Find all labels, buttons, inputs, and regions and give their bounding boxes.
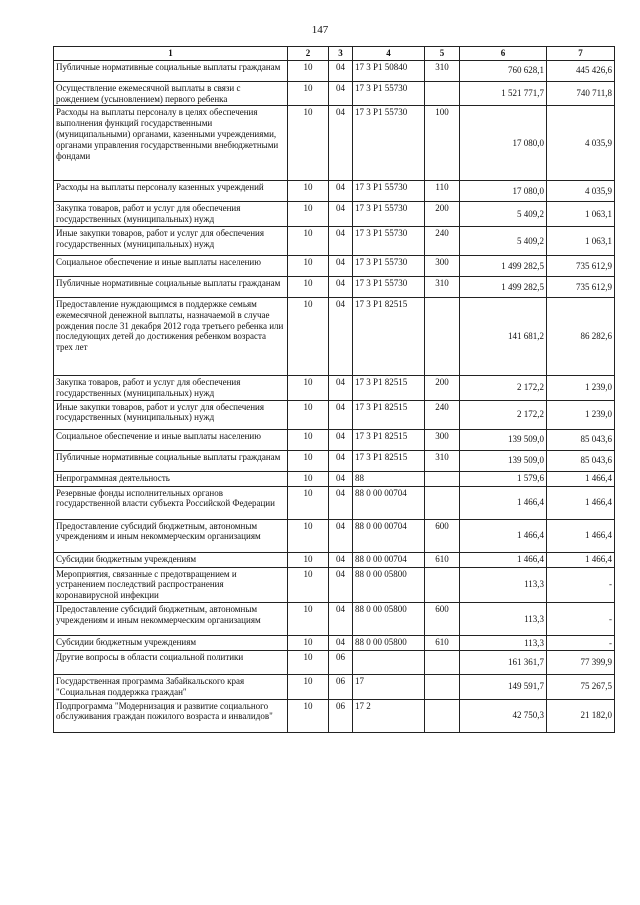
amount-col6-cell: 141 681,2 [460, 297, 547, 375]
column-header: 4 [353, 47, 425, 61]
section-code-cell: 10 [288, 429, 329, 450]
expense-type-cell: 200 [425, 202, 460, 227]
amount-col6-cell: 161 361,7 [460, 650, 547, 674]
amount-col7-cell: - [547, 635, 615, 650]
section-code-cell: 10 [288, 375, 329, 400]
table-row [54, 181, 615, 202]
table-row [54, 450, 615, 471]
expense-type-cell: 110 [425, 181, 460, 202]
amount-col6-cell: 1 466,4 [460, 552, 547, 567]
column-header: 6 [460, 47, 547, 61]
target-article-cell: 17 3 P1 55730 [353, 106, 425, 181]
section-code-cell: 10 [288, 602, 329, 635]
amount-col6-cell: 1 466,4 [460, 486, 547, 519]
column-header: 1 [54, 47, 288, 61]
amount-col6-cell: 5 409,2 [460, 226, 547, 255]
expense-type-cell: 610 [425, 552, 460, 567]
subsection-code-cell: 04 [329, 486, 353, 519]
expense-type-cell: 300 [425, 255, 460, 276]
target-article-cell: 88 0 00 00704 [353, 486, 425, 519]
section-code-cell: 10 [288, 699, 329, 732]
expense-type-cell [425, 471, 460, 486]
expense-type-cell [425, 486, 460, 519]
subsection-code-cell: 04 [329, 635, 353, 650]
target-article-cell: 88 0 00 05800 [353, 635, 425, 650]
amount-col6-cell: 1 579,6 [460, 471, 547, 486]
section-code-cell: 10 [288, 650, 329, 674]
target-article-cell: 88 [353, 471, 425, 486]
amount-col6-cell: 113,3 [460, 635, 547, 650]
expense-type-cell: 240 [425, 226, 460, 255]
section-code-cell: 10 [288, 471, 329, 486]
subsection-code-cell: 04 [329, 60, 353, 81]
amount-col7-cell: 735 612,9 [547, 276, 615, 297]
amount-col7-cell: 4 035,9 [547, 181, 615, 202]
expense-type-cell: 100 [425, 106, 460, 181]
subsection-code-cell: 04 [329, 450, 353, 471]
expense-type-cell [425, 650, 460, 674]
subsection-code-cell: 04 [329, 567, 353, 602]
expense-type-cell [425, 674, 460, 699]
column-header: 3 [329, 47, 353, 61]
target-article-cell: 17 3 P1 82515 [353, 400, 425, 429]
expense-type-cell: 310 [425, 450, 460, 471]
row-name-cell: Мероприятия, связанные с предотвращением и устранением последствий распространения коронавирусной инфекции [54, 567, 288, 602]
target-article-cell: 17 3 P1 82515 [353, 375, 425, 400]
expense-type-cell [425, 81, 460, 106]
table-row [54, 602, 615, 635]
row-name-cell: Публичные нормативные социальные выплаты гражданам [54, 276, 288, 297]
amount-col6-cell: 139 509,0 [460, 429, 547, 450]
row-name-cell: Расходы на выплаты персоналу казенных учреждений [54, 181, 288, 202]
amount-col7-cell: 75 267,5 [547, 674, 615, 699]
target-article-cell: 17 3 P1 55730 [353, 181, 425, 202]
row-name-cell: Иные закупки товаров, работ и услуг для обеспечения государственных (муниципальных) нужд [54, 226, 288, 255]
amount-col6-cell: 760 628,1 [460, 60, 547, 81]
table-row [54, 650, 615, 674]
target-article-cell: 88 0 00 05800 [353, 602, 425, 635]
section-code-cell: 10 [288, 400, 329, 429]
target-article-cell: 88 0 00 00704 [353, 519, 425, 552]
target-article-cell: 17 3 P1 82515 [353, 297, 425, 375]
subsection-code-cell: 04 [329, 429, 353, 450]
table-row [54, 81, 615, 106]
subsection-code-cell: 04 [329, 276, 353, 297]
section-code-cell: 10 [288, 255, 329, 276]
row-name-cell: Предоставление субсидий бюджетным, автономным учреждениям и иным некоммерческим организациям [54, 519, 288, 552]
subsection-code-cell: 04 [329, 81, 353, 106]
expense-type-cell: 310 [425, 60, 460, 81]
subsection-code-cell: 04 [329, 297, 353, 375]
section-code-cell: 10 [288, 226, 329, 255]
subsection-code-cell: 04 [329, 202, 353, 227]
amount-col7-cell: 1 466,4 [547, 486, 615, 519]
column-header: 5 [425, 47, 460, 61]
table-row [54, 60, 615, 81]
section-code-cell: 10 [288, 276, 329, 297]
table-row [54, 106, 615, 181]
subsection-code-cell: 04 [329, 519, 353, 552]
target-article-cell: 17 3 P1 55730 [353, 276, 425, 297]
amount-col6-cell: 139 509,0 [460, 450, 547, 471]
amount-col7-cell: 735 612,9 [547, 255, 615, 276]
row-name-cell: Субсидии бюджетным учреждениям [54, 635, 288, 650]
table-row [54, 552, 615, 567]
section-code-cell: 10 [288, 202, 329, 227]
table-row [54, 226, 615, 255]
amount-col7-cell: 1 466,4 [547, 552, 615, 567]
table-row [54, 276, 615, 297]
row-name-cell: Социальное обеспечение и иные выплаты населению [54, 429, 288, 450]
subsection-code-cell: 06 [329, 699, 353, 732]
table-row [54, 400, 615, 429]
section-code-cell: 10 [288, 450, 329, 471]
subsection-code-cell: 06 [329, 650, 353, 674]
target-article-cell: 17 2 [353, 699, 425, 732]
amount-col7-cell: 1 466,4 [547, 519, 615, 552]
expense-type-cell: 600 [425, 602, 460, 635]
amount-col6-cell: 42 750,3 [460, 699, 547, 732]
amount-col6-cell: 1 521 771,7 [460, 81, 547, 106]
amount-col6-cell: 2 172,2 [460, 375, 547, 400]
amount-col7-cell: 1 063,1 [547, 202, 615, 227]
amount-col7-cell: 1 466,4 [547, 471, 615, 486]
expense-type-cell [425, 567, 460, 602]
amount-col7-cell: 77 399,9 [547, 650, 615, 674]
expense-type-cell [425, 297, 460, 375]
section-code-cell: 10 [288, 297, 329, 375]
row-name-cell: Публичные нормативные социальные выплаты гражданам [54, 60, 288, 81]
subsection-code-cell: 04 [329, 181, 353, 202]
expense-type-cell: 600 [425, 519, 460, 552]
target-article-cell: 88 0 00 00704 [353, 552, 425, 567]
section-code-cell: 10 [288, 60, 329, 81]
section-code-cell: 10 [288, 106, 329, 181]
row-name-cell: Расходы на выплаты персоналу в целях обеспечения выполнения функций государственными (муниципальными) органами, казенными учреждениями, органами управления государственными внебюджетными фондами [54, 106, 288, 181]
section-code-cell: 10 [288, 486, 329, 519]
row-name-cell: Предоставление нуждающимся в поддержке семьям ежемесячной денежной выплаты, назначаемой в случае рождения после 31 декабря 2012 года третьего ребенка или последующих детей до достижения ребенком возраста трех лет [54, 297, 288, 375]
amount-col6-cell: 1 499 282,5 [460, 255, 547, 276]
expense-type-cell: 610 [425, 635, 460, 650]
table-row [54, 297, 615, 375]
subsection-code-cell: 04 [329, 400, 353, 429]
amount-col6-cell: 17 080,0 [460, 106, 547, 181]
row-name-cell: Другие вопросы в области социальной политики [54, 650, 288, 674]
table-row [54, 635, 615, 650]
amount-col7-cell: 740 711,8 [547, 81, 615, 106]
amount-col6-cell: 5 409,2 [460, 202, 547, 227]
expense-type-cell: 200 [425, 375, 460, 400]
amount-col7-cell: 86 282,6 [547, 297, 615, 375]
target-article-cell: 17 3 P1 82515 [353, 450, 425, 471]
table-row [54, 255, 615, 276]
expense-type-cell [425, 699, 460, 732]
column-header: 2 [288, 47, 329, 61]
subsection-code-cell: 04 [329, 375, 353, 400]
amount-col6-cell: 2 172,2 [460, 400, 547, 429]
amount-col6-cell: 1 466,4 [460, 519, 547, 552]
amount-col7-cell: 85 043,6 [547, 450, 615, 471]
row-name-cell: Социальное обеспечение и иные выплаты населению [54, 255, 288, 276]
section-code-cell: 10 [288, 81, 329, 106]
expense-type-cell: 310 [425, 276, 460, 297]
target-article-cell: 17 3 P1 55730 [353, 202, 425, 227]
column-header: 7 [547, 47, 615, 61]
row-name-cell: Публичные нормативные социальные выплаты гражданам [54, 450, 288, 471]
section-code-cell: 10 [288, 567, 329, 602]
row-name-cell: Предоставление субсидий бюджетным, автономным учреждениям и иным некоммерческим организациям [54, 602, 288, 635]
table-row [54, 519, 615, 552]
row-name-cell: Закупка товаров, работ и услуг для обеспечения государственных (муниципальных) нужд [54, 202, 288, 227]
subsection-code-cell: 04 [329, 255, 353, 276]
table-row [54, 674, 615, 699]
row-name-cell: Непрограммная деятельность [54, 471, 288, 486]
row-name-cell: Иные закупки товаров, работ и услуг для обеспечения государственных (муниципальных) нужд [54, 400, 288, 429]
table-row [54, 202, 615, 227]
header-row [54, 47, 615, 61]
amount-col7-cell: 445 426,6 [547, 60, 615, 81]
section-code-cell: 10 [288, 552, 329, 567]
section-code-cell: 10 [288, 674, 329, 699]
target-article-cell [353, 650, 425, 674]
amount-col6-cell: 1 499 282,5 [460, 276, 547, 297]
table-row [54, 567, 615, 602]
expense-type-cell: 240 [425, 400, 460, 429]
amount-col6-cell: 113,3 [460, 602, 547, 635]
row-name-cell: Закупка товаров, работ и услуг для обеспечения государственных (муниципальных) нужд [54, 375, 288, 400]
subsection-code-cell: 06 [329, 674, 353, 699]
subsection-code-cell: 04 [329, 226, 353, 255]
row-name-cell: Субсидии бюджетным учреждениям [54, 552, 288, 567]
subsection-code-cell: 04 [329, 552, 353, 567]
table-row [54, 429, 615, 450]
expense-type-cell: 300 [425, 429, 460, 450]
amount-col6-cell: 113,3 [460, 567, 547, 602]
target-article-cell: 17 3 P1 55730 [353, 255, 425, 276]
target-article-cell: 17 3 P1 55730 [353, 81, 425, 106]
page-number: 147 [311, 24, 329, 36]
amount-col7-cell: 1 239,0 [547, 375, 615, 400]
subsection-code-cell: 04 [329, 602, 353, 635]
amount-col7-cell: 1 063,1 [547, 226, 615, 255]
target-article-cell: 88 0 00 05800 [353, 567, 425, 602]
amount-col7-cell: 21 182,0 [547, 699, 615, 732]
row-name-cell: Государственная программа Забайкальского края "Социальная поддержка граждан" [54, 674, 288, 699]
target-article-cell: 17 3 P1 50840 [353, 60, 425, 81]
amount-col7-cell: - [547, 602, 615, 635]
target-article-cell: 17 3 P1 82515 [353, 429, 425, 450]
amount-col6-cell: 149 591,7 [460, 674, 547, 699]
row-name-cell: Резервные фонды исполнительных органов государственной власти субъекта Российской Федерации [54, 486, 288, 519]
section-code-cell: 10 [288, 519, 329, 552]
amount-col7-cell: 4 035,9 [547, 106, 615, 181]
subsection-code-cell: 04 [329, 106, 353, 181]
amount-col7-cell: 1 239,0 [547, 400, 615, 429]
table-row [54, 486, 615, 519]
amount-col6-cell: 17 080,0 [460, 181, 547, 202]
amount-col7-cell: 85 043,6 [547, 429, 615, 450]
table-row [54, 699, 615, 732]
target-article-cell: 17 3 P1 55730 [353, 226, 425, 255]
amount-col7-cell: - [547, 567, 615, 602]
table-row [54, 375, 615, 400]
row-name-cell: Подпрограмма "Модернизация и развитие социального обслуживания граждан пожилого возраста и инвалидов" [54, 699, 288, 732]
row-name-cell: Осуществление ежемесячной выплаты в связи с рождением (усыновлением) первого ребенка [54, 81, 288, 106]
subsection-code-cell: 04 [329, 471, 353, 486]
section-code-cell: 10 [288, 635, 329, 650]
target-article-cell: 17 [353, 674, 425, 699]
table-row [54, 471, 615, 486]
section-code-cell: 10 [288, 181, 329, 202]
budget-table [53, 46, 615, 733]
